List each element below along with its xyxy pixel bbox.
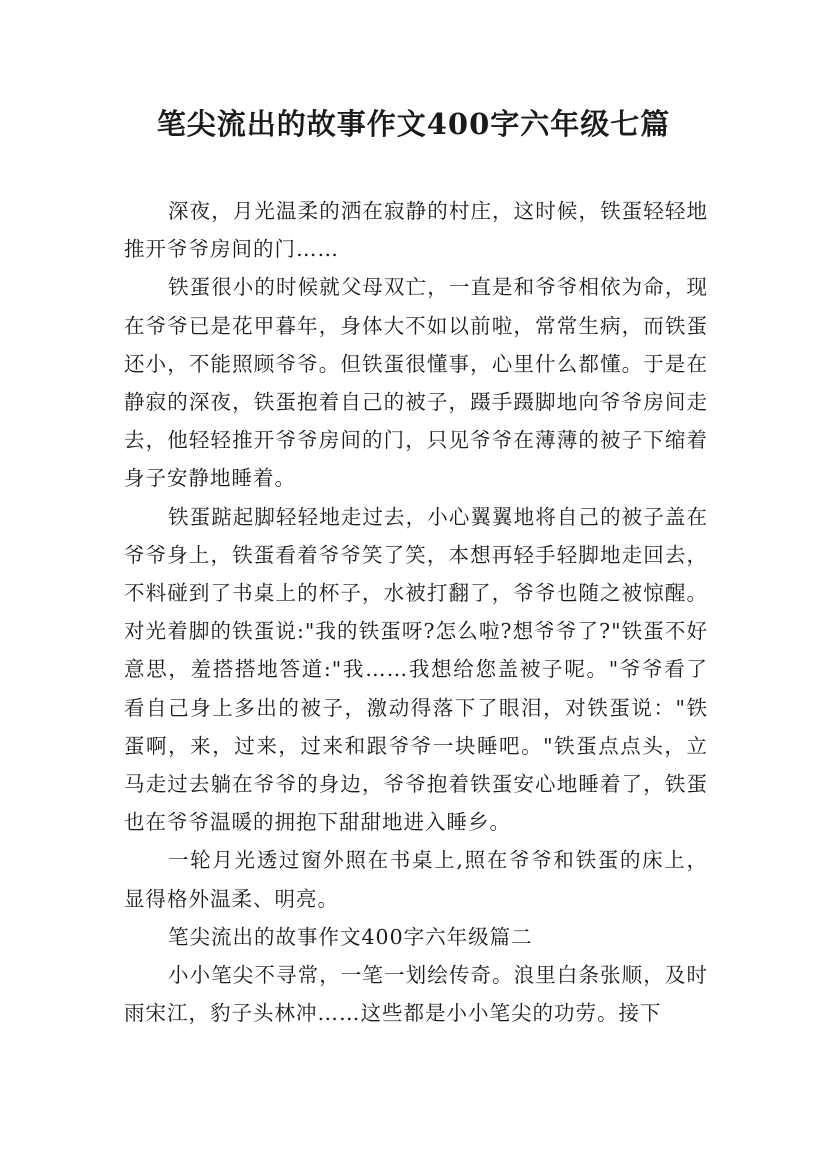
paragraph-2: 铁蛋很小的时候就父母双亡，一直是和爷爷相依为命，现在爷爷已是花甲暮年，身体大不如以前啦，常常生病，而铁蛋还小，不能照顾爷爷。但铁蛋很懂事，心里什么都懂。于是在静寂的深夜，铁蛋抱着自己的被子，蹑手蹑脚地向爷爷房间走去，他轻轻推开爷爷房间的门，只见爷爷在薄薄的被子下缩着身子安静地睡着。 bbox=[124, 275, 708, 491]
section-heading-2: 笔尖流出的故事作文400字六年级篇二 bbox=[168, 924, 533, 949]
paragraph-4: 一轮月光透过窗外照在书桌上,照在爷爷和铁蛋的床上，显得格外温柔、明亮。 bbox=[124, 848, 708, 911]
paragraph-1: 深夜，月光温柔的洒在寂静的村庄，这时候，铁蛋轻轻地推开爷爷房间的门…… bbox=[124, 199, 708, 262]
document-body bbox=[124, 192, 708, 1032]
paragraph-3: 铁蛋踮起脚轻轻地走过去，小心翼翼地将自己的被子盖在爷爷身上，铁蛋看着爷爷笑了笑，本想再轻手轻脚地走回去，不料碰到了书桌上的杯子，水被打翻了，爷爷也随之被惊醒。对光着脚的铁蛋说:"我的铁蛋呀?怎么啦?想爷爷了?"铁蛋不好意思，羞搭搭地答道:"我……我想给您盖被子呢。"爷爷看了看自己身上多出的被子，激动得落下了眼泪，对铁蛋说："铁蛋啊，来，过来，过来和跟爷爷一块睡吧。"铁蛋点点头，立马走过去躺在爷爷的身边，爷爷抱着铁蛋安心地睡着了，铁蛋也在爷爷温暖的拥抱下甜甜地进入睡乡。 bbox=[124, 504, 708, 835]
paragraph-5: 小小笔尖不寻常，一笔一划绘传奇。浪里白条张顺，及时雨宋江，豹子头林冲……这些都是小小笔尖的功劳。接下 bbox=[124, 963, 708, 1026]
document-title: 笔尖流出的故事作文400字六年级七篇 bbox=[156, 107, 671, 141]
